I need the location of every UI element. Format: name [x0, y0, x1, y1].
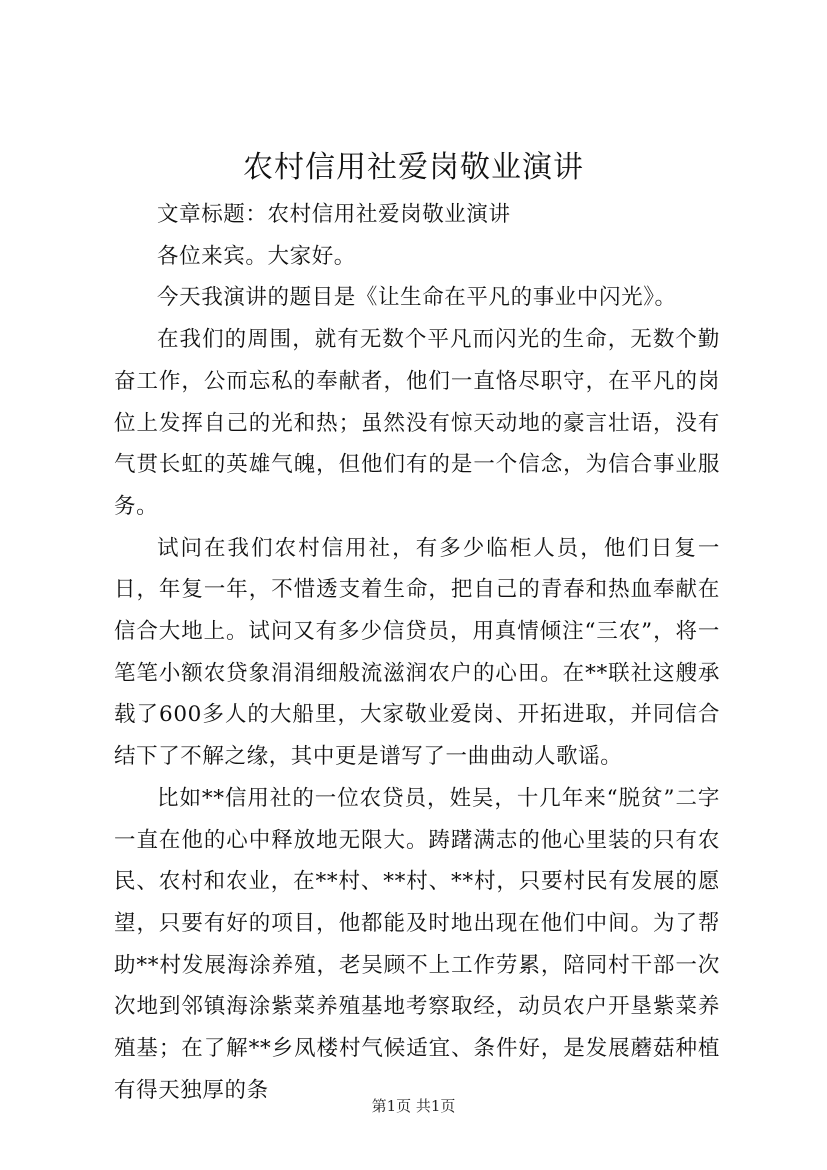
document-body	[114, 194, 720, 1111]
article-title-line: 文章标题：农村信用社爱岗敬业演讲	[157, 202, 511, 227]
page-footer: 第1页 共1页	[371, 1097, 456, 1115]
greeting-paragraph: 各位来宾。大家好。	[157, 243, 356, 269]
topic-paragraph: 今天我演讲的题目是《让生命在平凡的事业中闪光》。	[157, 285, 677, 311]
body-paragraph: 比如**信用社的一位农贷员，姓吴，十几年来“脱贫”二字一直在他的心中释放地无限大。踌躇满志的他心里装的只有农民、农村和农业，在**村、**村、**村，只要村民有发展的愿望，只要有好的项目，他都能及时地出现在他们中间。为了帮助**村发展海涂养殖，老吴顾不上工作劳累，陪同村干部一次次地到邻镇海涂紫菜养殖基地考察取经，动员农户开垦紫菜养殖基；在了解**乡凤楼村气候适宜、条件好，是发展蘑菇种植有得天独厚的条	[114, 785, 720, 1103]
body-paragraph: 在我们的周围，就有无数个平凡而闪光的生命，无数个勤奋工作，公而忘私的奉献者，他们一直恪尽职守，在平凡的岗位上发挥自己的光和热；虽然没有惊天动地的豪言壮语，没有气贯长虹的英雄气魄，但他们有的是一个信念，为信合事业服务。	[114, 327, 720, 519]
body-paragraph: 试问在我们农村信用社，有多少临柜人员，他们日复一日，年复一年，不惜透支着生命，把自己的青春和热血奉献在信合大地上。试问又有多少信贷员，用真情倾注“三农”，将一笔笔小额农贷象涓涓细般流滋润农户的心田。在**联社这艘承载了600多人的大船里，大家敬业爱岗、开拓进取，并同信合结下了不解之缘，其中更是谱写了一曲曲动人歌谣。	[114, 535, 720, 770]
document-title: 农村信用社爱岗敬业演讲	[243, 150, 584, 185]
